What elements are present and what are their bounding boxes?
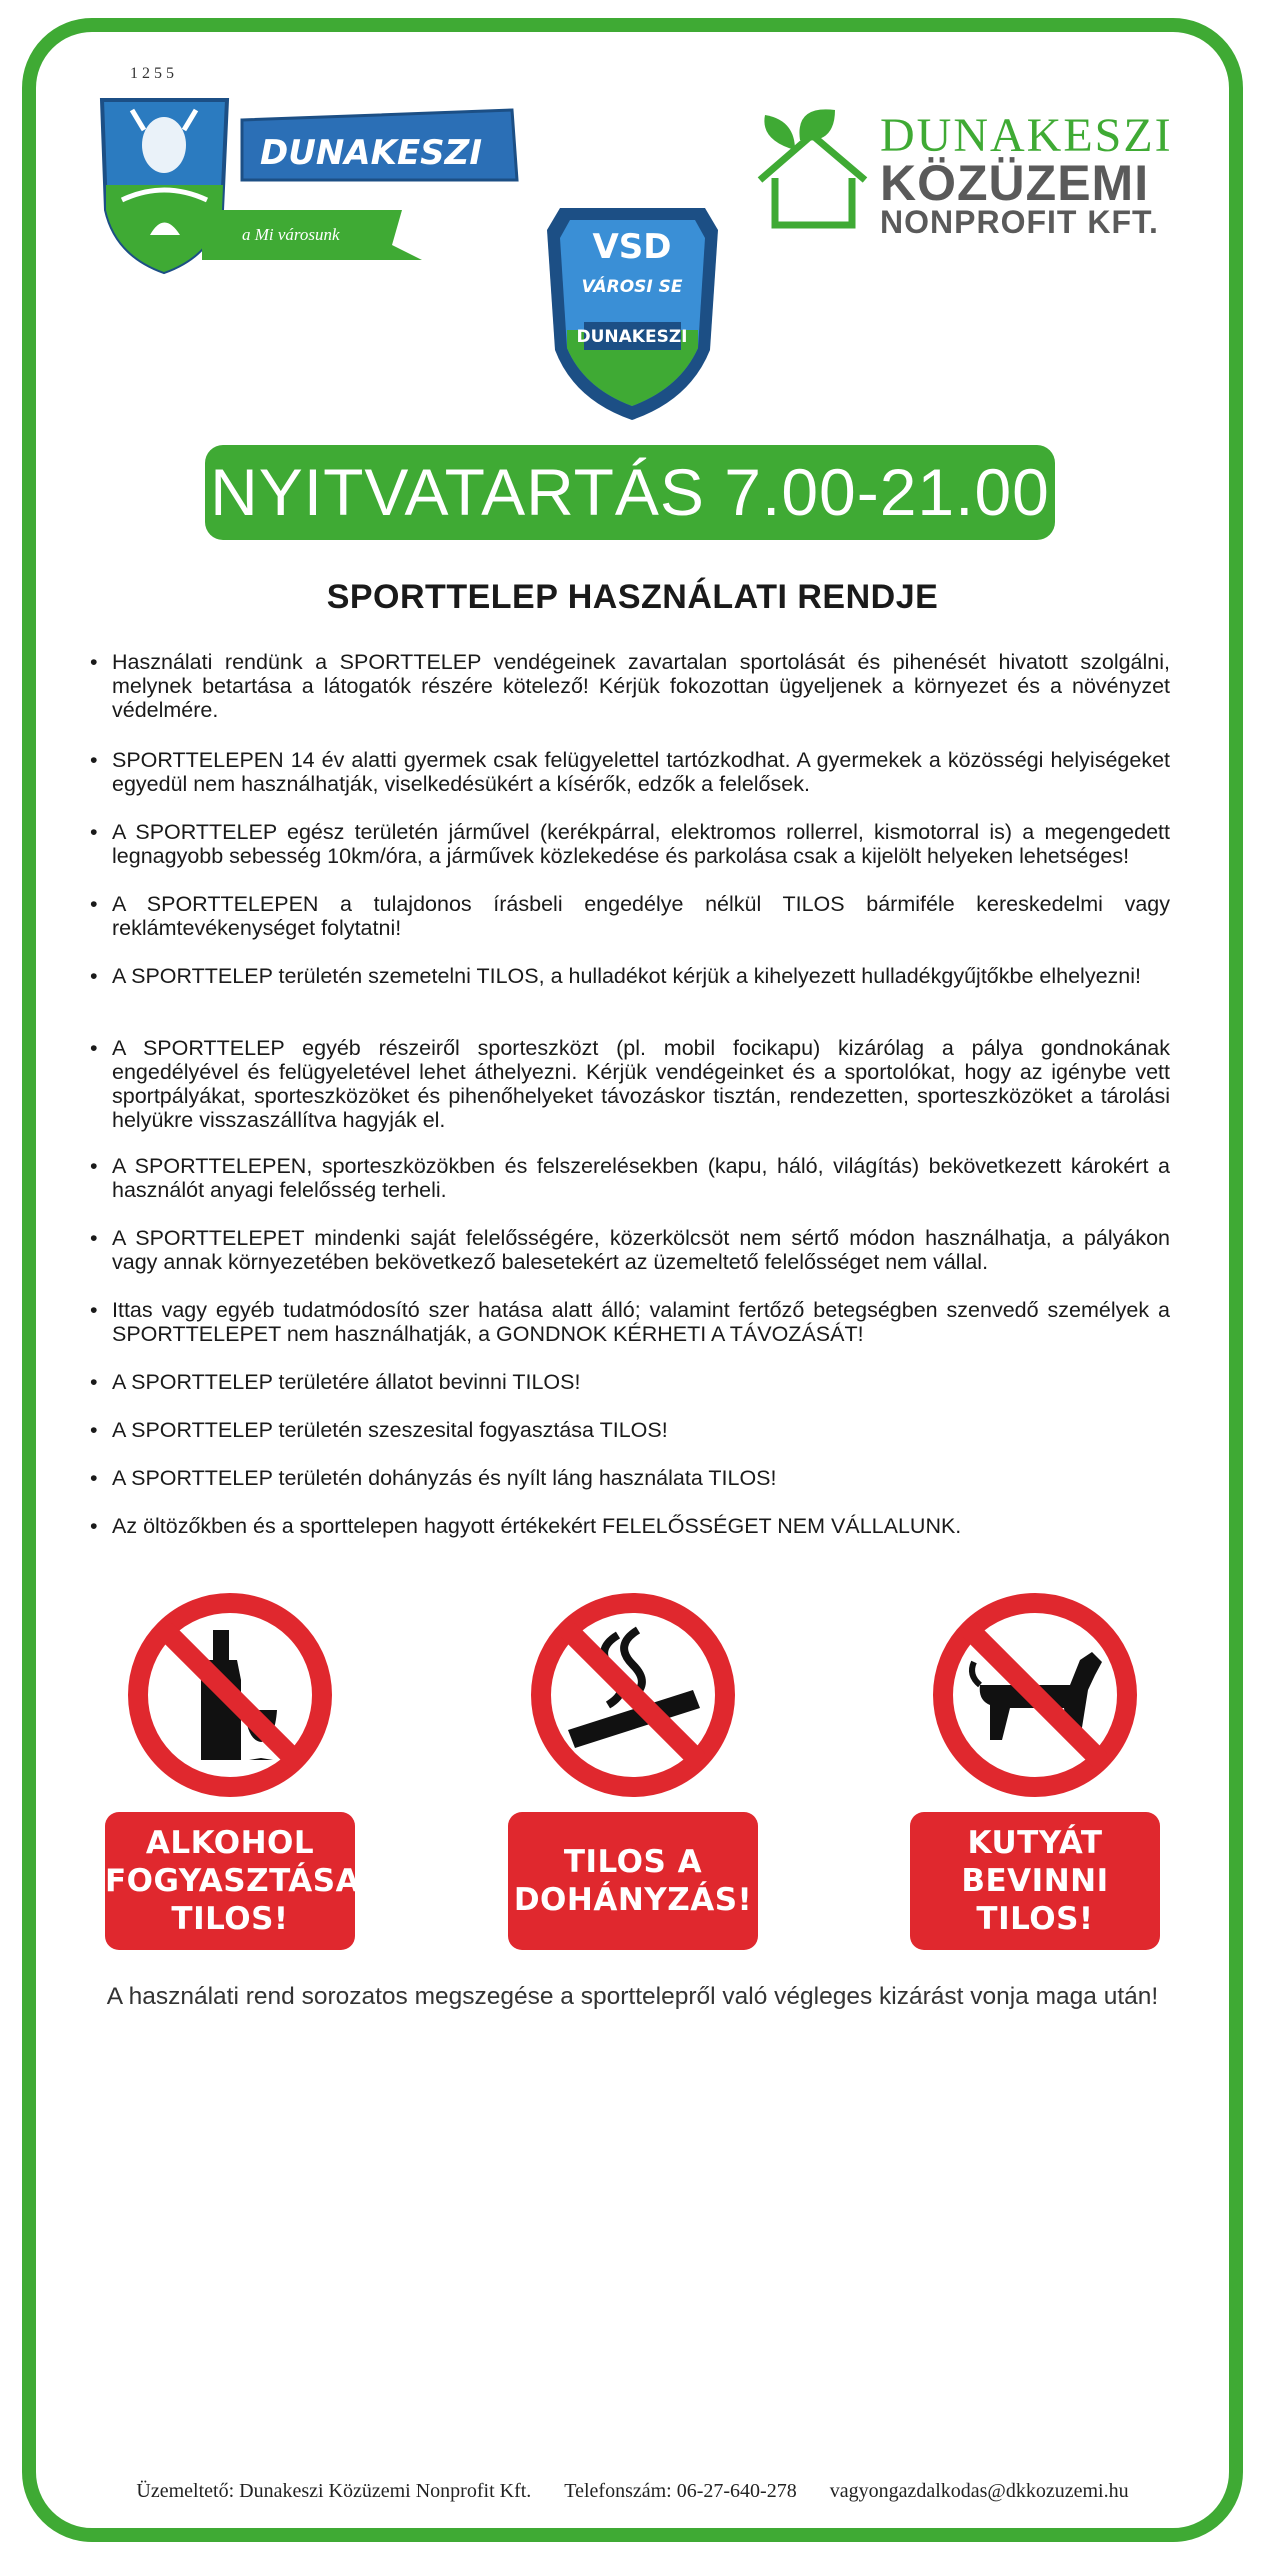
no-smoking-icon [528, 1590, 738, 1800]
footer-phone: Telefonszám: 06-27-640-278 [564, 2480, 797, 2502]
rule-item: • A SPORTTELEPEN, sporteszközökben és felszerelésekben (kapu, háló, világítás) bekövetkezett károkért a használót anyagi felelősség terheli. [90, 1154, 1170, 1202]
rule-item: • A SPORTTELEPEN a tulajdonos írásbeli engedélye nélkül TILOS bármiféle kereskedelmi vagy reklámtevékenységet folytatni! [90, 892, 1170, 940]
no-alcohol-sign [105, 1590, 361, 1950]
rule-item: • Használati rendünk a SPORTTELEP vendégeinek zavartalan sportolását és pihenését hivatott szolgálni, melynek betartása a látogatók részére kötelező! Kérjük fokozottan ügyeljenek a környezet és a növényzet védelmére. [90, 650, 1170, 722]
expulsion-warning: A használati rend sorozatos megszegése a sporttelepről való végleges kizárást vonja maga után! [106, 1983, 1159, 2010]
no-smoking-label: TILOS A DOHÁNYZÁS! [508, 1812, 758, 1950]
rule-item: • Ittas vagy egyéb tudatmódosító szer hatása alatt álló; valamint fertőző betegségben szenvedő személyek a SPORTTELEPET nem használhatják, a GONDNOK KÉRHETI A TÁVOZÁSÁT! [90, 1298, 1170, 1346]
rule-item: • A SPORTTELEP területén dohányzás és nyílt láng használata TILOS! [90, 1466, 1170, 1490]
rule-item: • A SPORTTELEP egyéb részeiről sporteszközt (pl. mobil focikapu) kizárólag a pálya gondnokának engedélyével és felügyeletével lehet áthelyezni. Kérjük vendégeinket és a sportolókat, hogy az igénybe vett sportpályákat, sporteszközöket és pihenőhelyeket távozáskor tisztán, rendezetten, sporteszközöket a tárolási helyükre visszaszállítva hagyják el. [90, 1036, 1170, 1132]
city-logo-year: 1 2 5 5 [130, 65, 174, 82]
footer [0, 2480, 1265, 2503]
no-dogs-label: KUTYÁT BEVINNI TILOS! [910, 1812, 1160, 1950]
club-logo-bottom: DUNAKESZI [576, 327, 688, 347]
vsd-club-logo [540, 200, 725, 425]
opening-hours-banner: NYITVATARTÁS 7.00-21.00 [205, 445, 1055, 540]
footer-email: vagyongazdalkodas@dkkozuzemi.hu [829, 2480, 1129, 2502]
city-logo-name: DUNAKESZI [260, 133, 482, 173]
club-logo-top: VSD [592, 227, 672, 267]
no-dogs-sign [910, 1590, 1160, 1950]
utility-logo-line3: NONPROFIT KFT. [880, 204, 1159, 240]
house-leaf-icon [740, 100, 880, 240]
city-logo-motto: a Mi városunk [242, 225, 340, 244]
kozuzemi-logo [740, 100, 1180, 240]
rules-title: SPORTTELEP HASZNÁLATI RENDJE [326, 578, 939, 616]
no-smoking-sign [508, 1590, 758, 1950]
dunakeszi-city-logo [92, 60, 522, 290]
utility-logo-line1: DUNAKESZI [880, 109, 1173, 162]
utility-logo-line2: KÖZÜZEMI [880, 155, 1150, 211]
rule-item: • A SPORTTELEP területén szemetelni TILOS, a hulladékot kérjük a kihelyezett hulladékgyűjtőkbe elhelyezni! [90, 964, 1170, 988]
rule-item: • SPORTTELEPEN 14 év alatti gyermek csak felügyelettel tartózkodhat. A gyermekek a közösségi helyiségeket egyedül nem használhatják, viselkedésükért a kísérők, edzők a felelősek. [90, 748, 1170, 796]
club-logo-middle: VÁROSI SE [581, 277, 683, 297]
no-dogs-icon [930, 1590, 1140, 1800]
rule-item: • A SPORTTELEP területére állatot bevinni TILOS! [90, 1370, 1170, 1394]
no-alcohol-icon [125, 1590, 335, 1800]
footer-operator: Üzemeltető: Dunakeszi Közüzemi Nonprofit Kft. [136, 2480, 532, 2502]
rule-item: • A SPORTTELEP egész területén járművel (kerékpárral, elektromos rollerrel, kismotorral is) a megengedett legnagyobb sebesség 10km/óra, a járművek közlekedése és parkolása csak a kijelölt helyeken lehetséges! [90, 820, 1170, 868]
rule-item: • Az öltözőkben és a sporttelepen hagyott értékekért FELELŐSSÉGET NEM VÁLLALUNK. [90, 1514, 1170, 1538]
rule-item: • A SPORTTELEP területén szeszesital fogyasztása TILOS! [90, 1418, 1170, 1442]
rule-item: • A SPORTTELEPET mindenki saját felelősségére, közerkölcsöt nem sértő módon használhatja, a pályákon vagy annak környezetében bekövetkező balesetekért az üzemeltető felelősséget nem vállal. [90, 1226, 1170, 1274]
no-alcohol-label: ALKOHOL FOGYASZTÁSA TILOS! [105, 1812, 355, 1950]
